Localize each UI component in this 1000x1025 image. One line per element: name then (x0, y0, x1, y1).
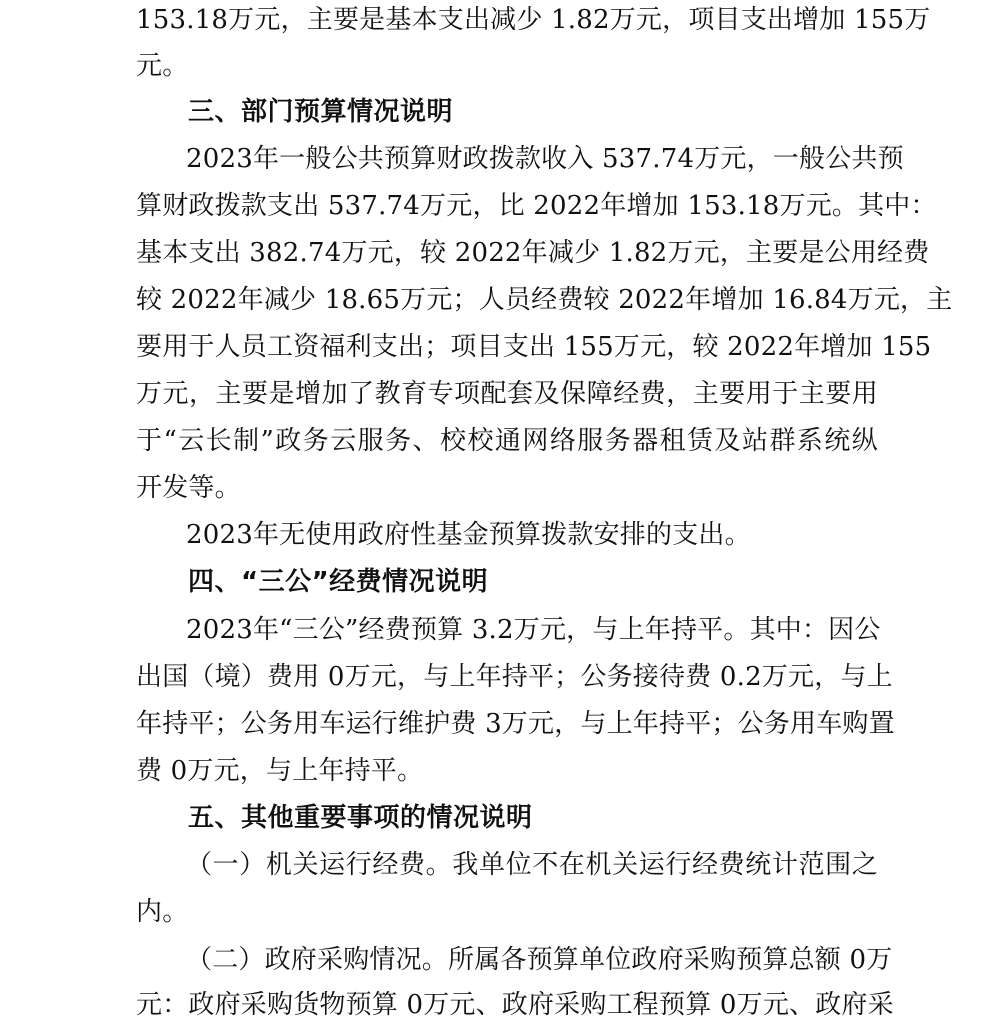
paragraph-line: 元：政府采购货物预算 0万元、政府采购工程预算 0万元、政府采 (136, 990, 894, 1020)
paragraph-line: 于“云长制”政务云服务、校校通网络服务器租赁及站群系统纵 (136, 426, 878, 456)
paragraph-line: 2023年无使用政府性基金预算拨款安排的支出。 (186, 520, 751, 550)
paragraph-line: 元。 (136, 51, 189, 81)
paragraph-line: 算财政拨款支出 537.74万元，比 2022年增加 153.18万元。其中： (136, 191, 937, 221)
paragraph-line: 费 0万元，与上年持平。 (136, 756, 424, 786)
paragraph-line: 万元，主要是增加了教育专项配套及保障经费，主要用于主要用 (136, 379, 878, 409)
section-heading-budget: 三、部门预算情况说明 (188, 97, 454, 127)
paragraph-line: 基本支出 382.74万元，较 2022年减少 1.82万元，主要是公用经费 (136, 238, 930, 268)
paragraph-line: 出国（境）费用 0万元，与上年持平；公务接待费 0.2万元，与上 (136, 662, 893, 692)
paragraph-line: （一）机关运行经费。我单位不在机关运行经费统计范围之 (186, 850, 878, 880)
paragraph-line: （二）政府采购情况。所属各预算单位政府采购预算总额 0万 (186, 945, 893, 975)
section-heading-other-matters: 五、其他重要事项的情况说明 (188, 803, 533, 833)
paragraph-line: 内。 (136, 897, 189, 927)
section-heading-three-public: 四、“三公”经费情况说明 (188, 567, 489, 597)
paragraph-line: 2023年一般公共预算财政拨款收入 537.74万元，一般公共预 (186, 144, 904, 174)
paragraph-line: 2023年“三公”经费预算 3.2万元，与上年持平。其中：因公 (186, 615, 881, 645)
paragraph-line: 153.18万元，主要是基本支出减少 1.82万元，项目支出增加 155万 (136, 5, 931, 35)
paragraph-line: 年持平；公务用车运行维护费 3万元，与上年持平；公务用车购置 (136, 709, 895, 739)
paragraph-line: 开发等。 (136, 473, 241, 503)
paragraph-line: 较 2022年减少 18.65万元；人员经费较 2022年增加 16.84万元，主 (136, 285, 953, 315)
paragraph-line: 要用于人员工资福利支出；项目支出 155万元，较 2022年增加 155 (136, 332, 932, 362)
